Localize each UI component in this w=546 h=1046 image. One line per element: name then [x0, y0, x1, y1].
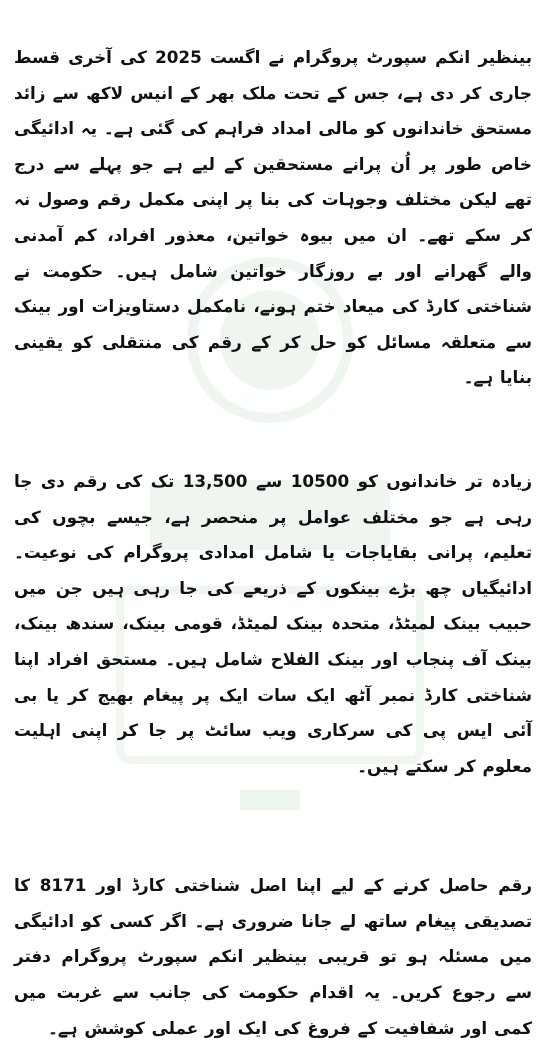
paragraph-1: بینظیر انکم سپورٹ پروگرام نے اگست 2025 کی آخری قسط جاری کر دی ہے، جس کے تحت ملک بھر کے انیس لاکھ سے زائد مستحق خاندانوں کو مالی امداد فراہم کی گئی ہے۔ یہ ادائیگی خاص طور پر اُن پرانے مستحقین کے لیے ہے جو پہلے سے درج تھے لیکن مختلف وجوہات کی بنا پر اپنی مکمل رقم وصول نہ کر سکے تھے۔ ان میں بیوہ خواتین، معذور افراد، کم آمدنی والے گھرانے اور بے روزگار خواتین شامل ہیں۔ حکومت نے شناختی کارڈ کی میعاد ختم ہونے، نامکمل دستاویزات اور بینک سے متعلقہ مسائل کو حل کر کے رقم کی منتقلی کو یقینی بنایا ہے۔: [14, 47, 532, 388]
article-body: [14, 40, 532, 1046]
paragraph-3: رقم حاصل کرنے کے لیے اپنا اصل شناختی کارڈ اور 8171 کا تصدیقی پیغام ساتھ لے جانا ضروری ہے۔ اگر کسی کو ادائیگی میں مسئلہ ہو تو قریبی بینظیر انکم سپورٹ پروگرام دفتر سے رجوع کریں۔ یہ اقدام حکومت کی جانب سے غربت میں کمی اور شفافیت کے فروغ کی ایک اور عملی کوشش ہے۔: [14, 875, 532, 1038]
paragraph-2: زیادہ تر خاندانوں کو 10500 سے 13,500 تک کی رقم دی جا رہی ہے جو مختلف عوامل پر منحصر ہے، جیسے بچوں کی تعلیم، پرانی بقایاجات یا شامل امدادی پروگرام کی نوعیت۔ ادائیگیاں چھ بڑے بینکوں کے ذریعے کی جا رہی ہیں جن میں حبیب بینک لمیٹڈ، متحدہ بینک لمیٹڈ، قومی بینک، سندھ بینک، بینک آف پنجاب اور بینک الفلاح شامل ہیں۔ مستحق افراد اپنا شناختی کارڈ نمبر آٹھ ایک سات ایک پر پیغام بھیج کر یا بی آئی ایس پی کی سرکاری ویب سائٹ پر جا کر اپنی اہلیت معلوم کر سکتے ہیں۔: [14, 470, 532, 776]
